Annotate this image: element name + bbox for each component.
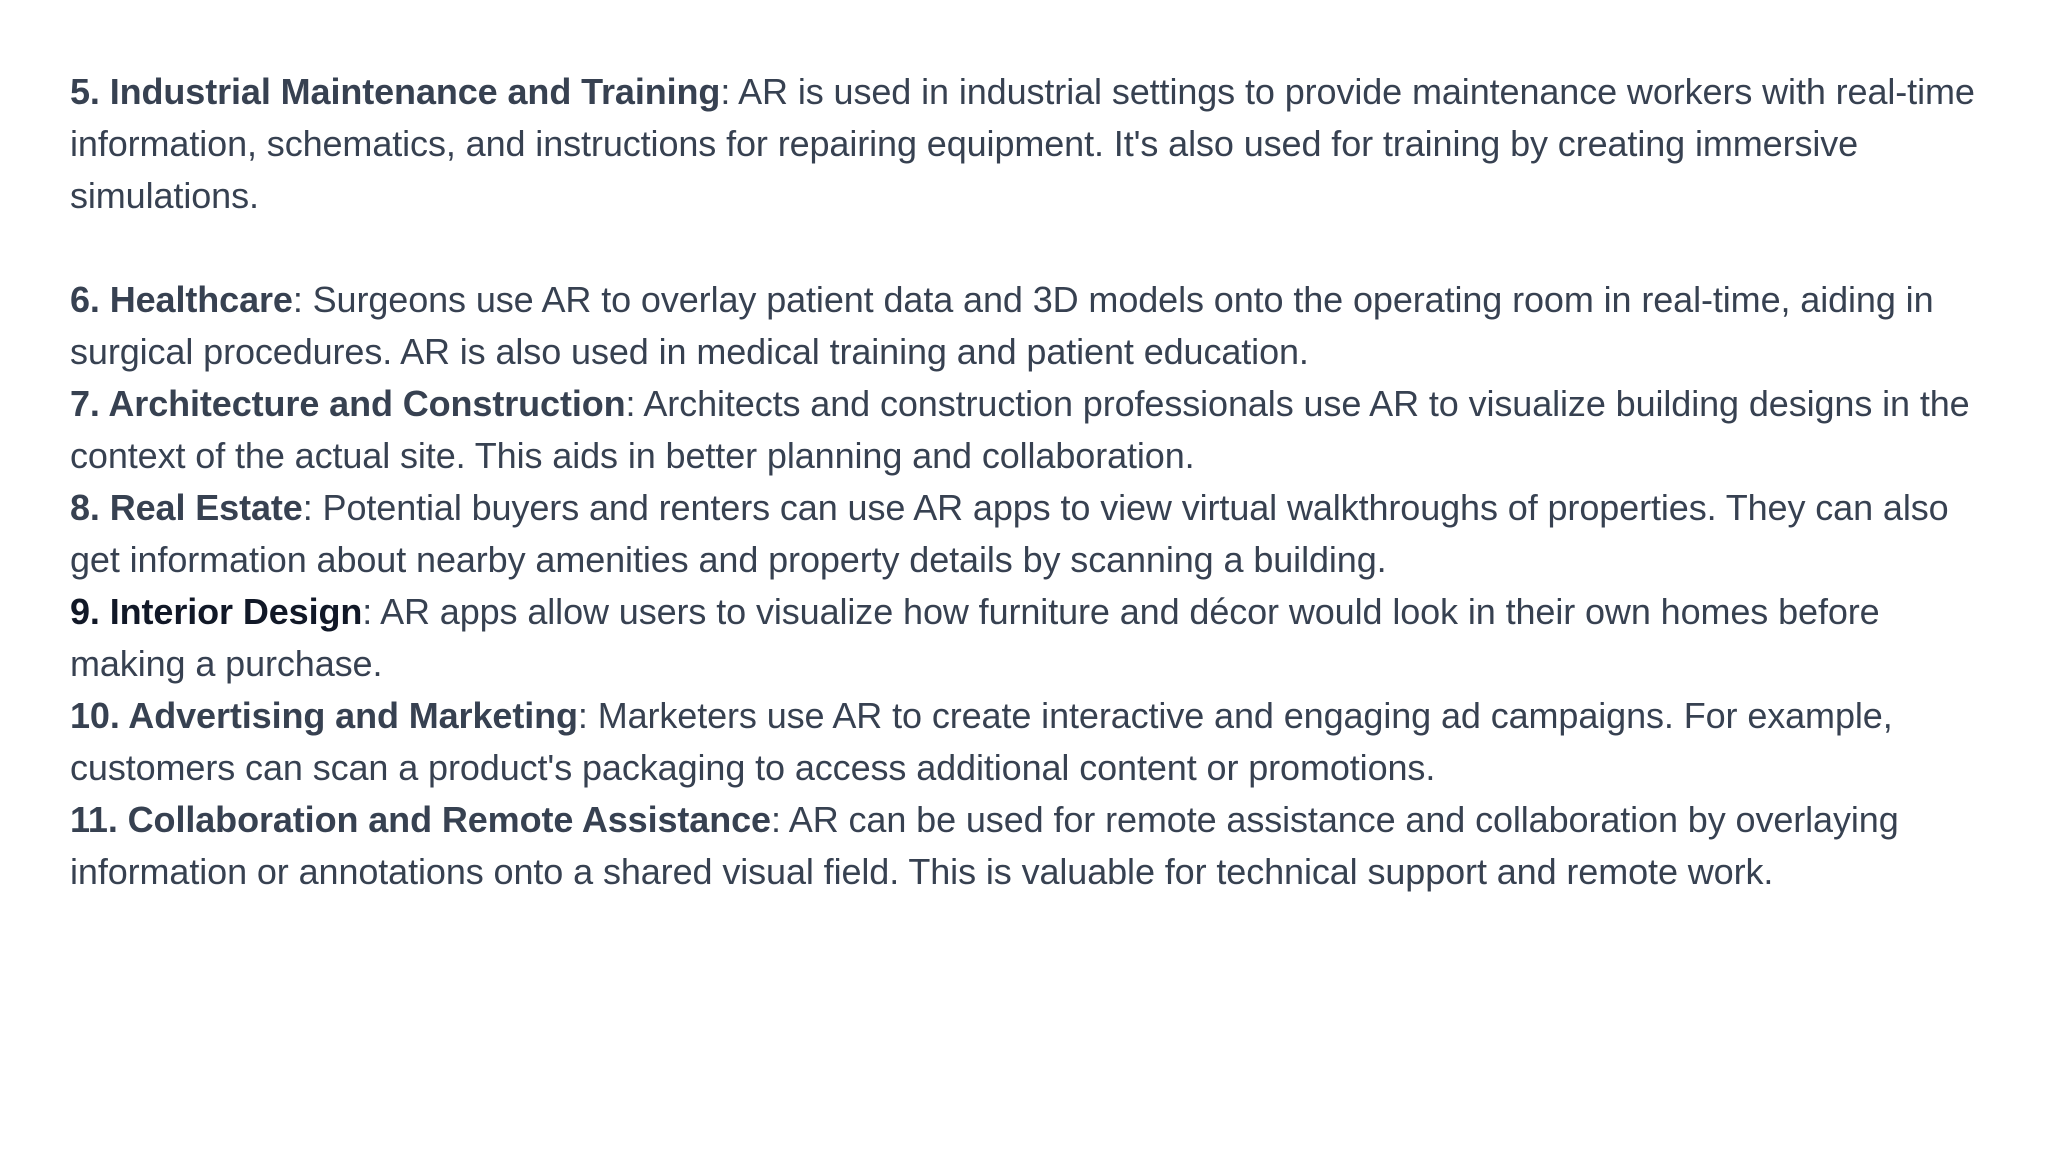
list-item-real-estate	[70, 482, 2000, 586]
item-term: 6. Healthcare	[70, 279, 293, 320]
item-description: : Surgeons use AR to overlay patient data and 3D models onto the operating room in real-time, aiding in surgical procedures. AR is also used in medical training and patient education.	[70, 279, 1934, 372]
item-term: 9. Interior Design	[70, 591, 363, 632]
item-term: 7. Architecture and Construction	[70, 383, 626, 424]
item-term: 10. Advertising and Marketing	[70, 695, 578, 736]
item-term: 8. Real Estate	[70, 487, 303, 528]
item-description: : Marketers use AR to create interactive and engaging ad campaigns. For example, customers can scan a product's packaging to access additional content or promotions.	[70, 695, 1893, 788]
list-item-advertising	[70, 690, 2000, 794]
item-term: 5. Industrial Maintenance and Training	[70, 71, 721, 112]
item-term: 11. Collaboration and Remote Assistance	[70, 799, 771, 840]
list-item-industrial-maintenance	[70, 66, 2000, 222]
list-item-interior-design	[70, 586, 2000, 690]
item-description: : AR can be used for remote assistance and collaboration by overlaying information or annotations onto a shared visual field. This is valuable for technical support and remote work.	[70, 799, 1899, 892]
item-description: : Potential buyers and renters can use AR apps to view virtual walkthroughs of properties. They can also get information about nearby amenities and property details by scanning a building.	[70, 487, 1949, 580]
document-body	[70, 66, 2000, 898]
list-item-collaboration	[70, 794, 2000, 898]
item-description: : Architects and construction professionals use AR to visualize building designs in the context of the actual site. This aids in better planning and collaboration.	[70, 383, 1970, 476]
list-item-healthcare	[70, 274, 2000, 378]
item-description: : AR apps allow users to visualize how furniture and décor would look in their own homes before making a purchase.	[70, 591, 1880, 684]
item-description: : AR is used in industrial settings to provide maintenance workers with real-time information, schematics, and instructions for repairing equipment. It's also used for training by creating immersive simulations.	[70, 71, 1975, 216]
list-item-architecture	[70, 378, 2000, 482]
